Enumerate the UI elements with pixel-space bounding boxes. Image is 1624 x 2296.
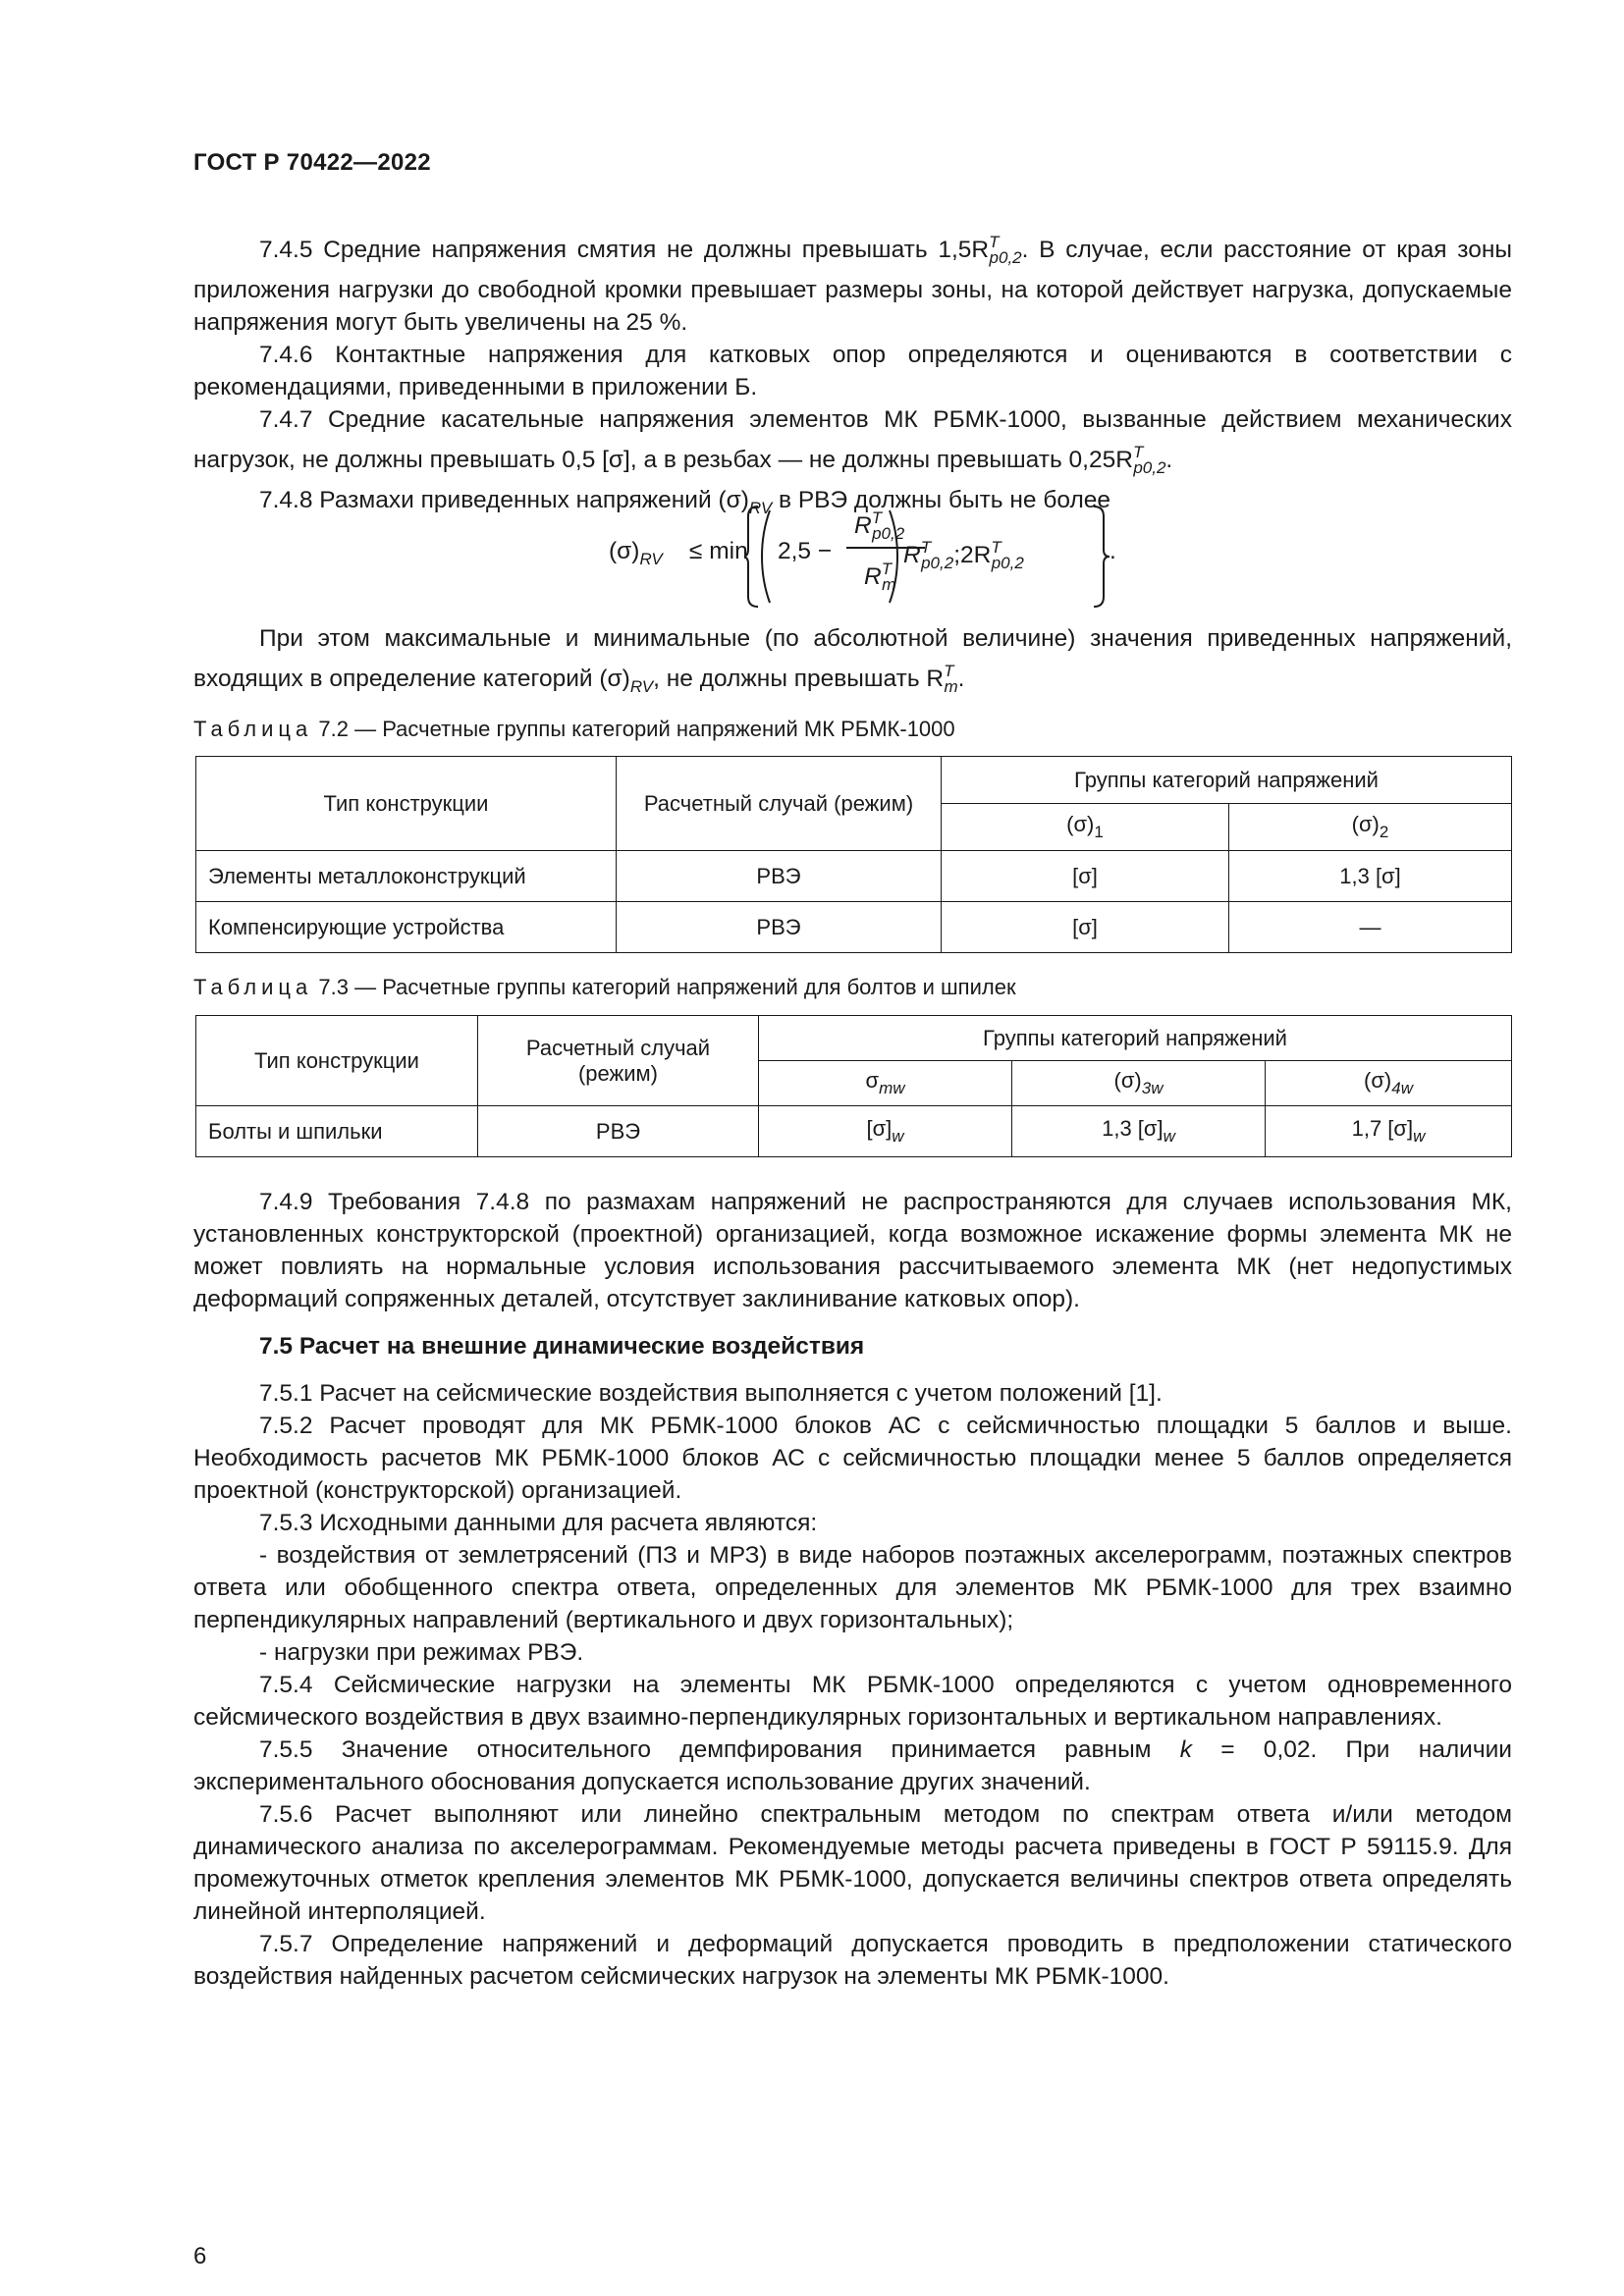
table-7-2-caption: Таблица 7.2 — Расчетные группы категорий напряжений МК РБМК-1000: [193, 717, 955, 741]
cell-case: РВЭ: [617, 902, 942, 953]
header-groups: Группы категорий напряжений: [942, 757, 1512, 804]
section-7-5-text: [193, 1186, 1512, 1993]
cell-group-2: —: [1229, 902, 1512, 953]
after-formula-text: [193, 622, 1512, 703]
paragraph-7-5-5: 7.5.5 Значение относительного демпфирования принимается равным k = 0,02. При наличии экспериментального обоснования допускается использование других значений.: [193, 1736, 1512, 1795]
table-7-3-caption: Таблица 7.3 — Расчетные группы категорий напряжений для болтов и шпилек: [193, 975, 1016, 999]
table-7-2: [195, 756, 1512, 953]
header-groups: Группы категорий напряжений: [759, 1016, 1512, 1061]
cell-case: РВЭ: [478, 1106, 759, 1157]
section-heading-7-5: 7.5 Расчет на внешние динамические воздействия: [259, 1333, 865, 1360]
fraction-denominator: $R^T_m$: [864, 560, 896, 594]
header-sigma-2: $(\sigma)_2$: [1229, 804, 1512, 851]
paragraph-7-4-8: 7.4.8 Размахи приведенных напряжений $(\sigma)_{RV}$ в РВЭ должны быть не более: [259, 487, 1111, 517]
list-item: - воздействия от землетрясений (ПЗ и МРЗ) в виде наборов поэтажных акселерограмм, поэтажных спектров ответа или обобщенного спектра ответа, определенных для элементов МК РБМК-1000 для трех взаимно перпендикулярных направлений (вертикального и двух горизонтальных);: [193, 1542, 1512, 1633]
table-row: [196, 1106, 1512, 1157]
list-item: - нагрузки при режимах РВЭ.: [259, 1639, 584, 1666]
cell-group-1: [σ]: [942, 902, 1229, 953]
header-sigma-4w: $(\sigma)_{4w}$: [1266, 1061, 1512, 1106]
paragraph-after-formula: При этом максимальные и минимальные (по абсолютной величине) значения приведенных напряжений, входящих в определение категорий $(\sigma)_{RV}$, не должны превышать $R^T_m$.: [193, 625, 1512, 696]
formula-end-dot: .: [1110, 538, 1116, 564]
formula-min: ≤ min: [689, 538, 748, 564]
header-sigma-3w: $(\sigma)_{3w}$: [1012, 1061, 1266, 1106]
table-row: [196, 902, 1512, 953]
page-number: 6: [193, 2243, 207, 2269]
paragraph-7-5-3: 7.5.3 Исходными данными для расчета являются:: [259, 1510, 818, 1536]
paragraph-7-5-7: 7.5.7 Определение напряжений и деформаций допускается проводить в предположении статического воздействия найденных расчетом сейсмических нагрузок на элементы МК РБМК-1000.: [193, 1931, 1512, 1990]
paragraph-7-4-5: 7.4.5 Средние напряжения смятия не должны превышать $1,5R^T_{p0,2}$. В случае, если расстояние от края зоны приложения нагрузки до свободной кромки превышает размеры зоны, на которой действует нагрузка, допускаемые напряжения могут быть увеличены на 25 %.: [193, 233, 1512, 336]
document-header: ГОСТ Р 70422—2022: [193, 149, 431, 176]
cell-type: Компенсирующие устройства: [196, 902, 617, 953]
section-7-4-text: [193, 226, 1512, 524]
header-type: Тип конструкции: [196, 1016, 478, 1106]
cell-type: Элементы металлоконструкций: [196, 851, 617, 902]
fraction-numerator: $R^T_{p0,2}$: [854, 508, 905, 543]
formula-tail: $R^T_{p0,2};2R^T_{p0,2}$: [903, 538, 1024, 572]
cell-type: Болты и шпильки: [196, 1106, 478, 1157]
formula-constant: 2,5 −: [778, 538, 833, 564]
table-row: [196, 851, 1512, 902]
paragraph-7-4-7: 7.4.7 Средние касательные напряжения элементов МК РБМК-1000, вызванные действием механических нагрузок, не должны превышать 0,5 [σ], а в резьбах — не должны превышать $0,25R^T_{p0,2}$.: [193, 406, 1512, 477]
paragraph-7-4-6: 7.4.6 Контактные напряжения для катковых опор определяются и оцениваются в соответствии с рекомендациями, приведенными в приложении Б.: [193, 342, 1512, 400]
table-7-3: [195, 1015, 1512, 1157]
cell-case: РВЭ: [617, 851, 942, 902]
paragraph-7-5-4: 7.5.4 Сейсмические нагрузки на элементы МК РБМК-1000 определяются с учетом одновременного сейсмического воздействия в двух взаимно-перпендикулярных горизонтальных и вертикальном направлениях.: [193, 1672, 1512, 1731]
paragraph-7-4-9: 7.4.9 Требования 7.4.8 по размахам напряжений не распространяются для случаев использования МК, установленных конструкторской (проектной) организацией, когда возможное искажение формы элемента МК не может повлиять на нормальные условия использования рассчитываемого элемента МК (нет недопустимых деформаций сопряженных деталей, отсутствует заклинивание катковых опор).: [193, 1189, 1512, 1312]
cell-group-1: [σ]: [942, 851, 1229, 902]
header-sigma-1: $(\sigma)_1$: [942, 804, 1229, 851]
cell-group-3: 1,7 $[\sigma]_w$: [1266, 1106, 1512, 1157]
header-sigma-mw: $\sigma_{mw}$: [759, 1061, 1012, 1106]
paragraph-7-5-1: 7.5.1 Расчет на сейсмические воздействия выполняется с учетом положений [1].: [259, 1380, 1163, 1407]
header-type: Тип конструкции: [196, 757, 617, 851]
header-case: Расчетный случай (режим): [617, 757, 942, 851]
paragraph-7-5-6: 7.5.6 Расчет выполняют или линейно спектральным методом по спектрам ответа и/или методом динамического анализа по акселерограммам. Рекомендуемые методы расчета приведены в ГОСТ Р 59115.9. Для промежуточных отметок крепления элементов МК РБМК-1000, допускается величины спектров ответа определять линейной интерполяцией.: [193, 1801, 1512, 1925]
paragraph-7-5-2: 7.5.2 Расчет проводят для МК РБМК-1000 блоков АС с сейсмичностью площадки 5 баллов и выше. Необходимость расчетов МК РБМК-1000 блоков АС с сейсмичностью площадки менее 5 баллов определяется проектной (конструкторской) организацией.: [193, 1413, 1512, 1504]
cell-group-2: 1,3 [σ]: [1229, 851, 1512, 902]
formula-lhs: $(\sigma)_{RV}$: [609, 538, 663, 568]
header-case: Расчетный случай (режим): [478, 1016, 759, 1106]
cell-group-1: $[\sigma]_w$: [759, 1106, 1012, 1157]
stress-range-formula: [609, 503, 1119, 611]
cell-group-2: 1,3 $[\sigma]_w$: [1012, 1106, 1266, 1157]
